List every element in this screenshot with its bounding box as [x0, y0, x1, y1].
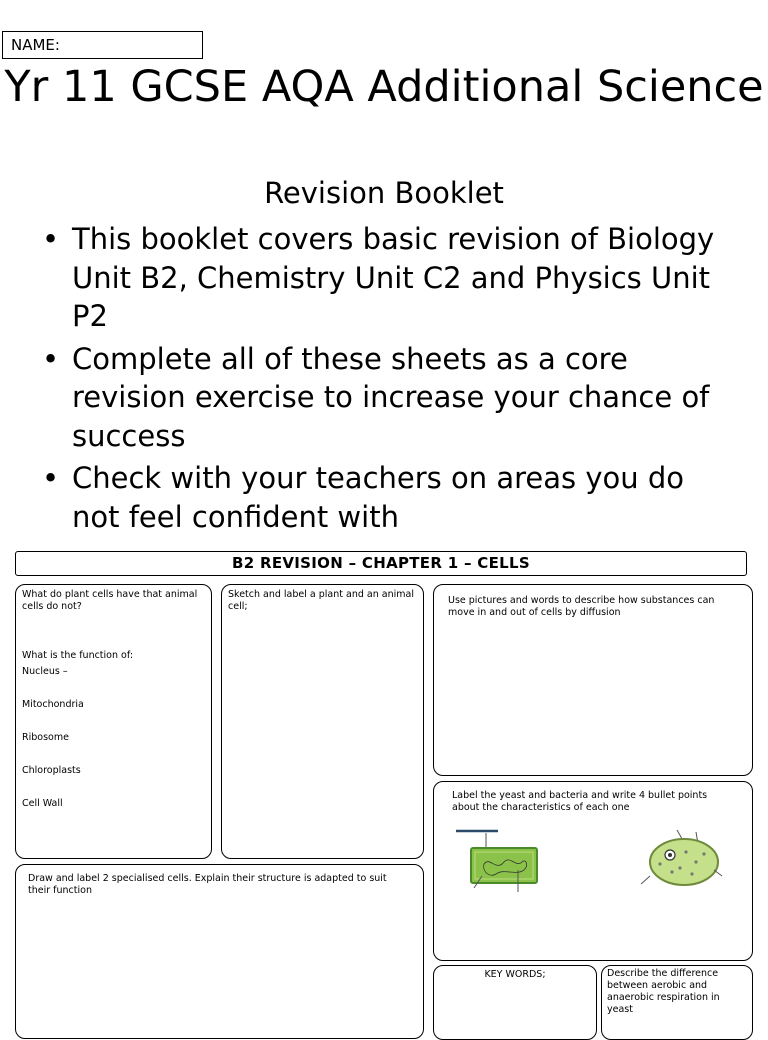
yeast-illustration	[641, 830, 722, 885]
bacteria-illustration	[456, 831, 537, 892]
panel-key-words	[433, 965, 597, 1040]
panel-question: What do plant cells have that animal cells do not?	[22, 589, 198, 612]
panel-question: Draw and label 2 specialised cells. Explain their structure is adapted to suit their function	[28, 873, 387, 896]
bullet-item	[42, 340, 732, 456]
function-item-cell-wall: Cell Wall	[22, 798, 63, 809]
function-item-ribosome: Ribosome	[22, 732, 69, 743]
panel-question: Use pictures and words to describe how substances can move in and out of cells by diffusion	[448, 595, 715, 618]
name-field[interactable]	[2, 31, 203, 59]
panel-yeast-bacteria	[433, 781, 753, 961]
name-label: NAME:	[11, 36, 60, 54]
bullet-glyph: •	[42, 461, 60, 495]
yeast-bacteria-diagram	[434, 782, 751, 959]
bullet-item	[42, 459, 732, 536]
function-item-mitochondria: Mitochondria	[22, 699, 84, 710]
sheet-header: B2 REVISION – CHAPTER 1 – CELLS	[15, 551, 747, 576]
bullet-glyph: •	[42, 341, 60, 376]
panel-diffusion	[433, 584, 753, 776]
panel-sketch-cells	[221, 584, 424, 859]
intro-bullet-list	[42, 220, 732, 540]
yeast-cell	[650, 839, 718, 885]
panel-question: Label the yeast and bacteria and write 4 bullet points about the characteristics of each one	[452, 790, 708, 813]
bullet-text: Complete all of these sheets as a core revision exercise to increase your chance of success	[72, 341, 710, 453]
bullet-text: Check with your teachers on areas you do not feel confident with	[72, 461, 684, 534]
panel-aerobic-anaerobic	[601, 965, 753, 1040]
bullet-glyph: •	[42, 222, 60, 256]
panel-heading: KEY WORDS;	[484, 969, 546, 980]
panel-specialised-cells	[15, 864, 424, 1039]
function-item-chloroplasts: Chloroplasts	[22, 765, 81, 776]
panel-question: Describe the difference between aerobic and anaerobic respiration in yeast	[607, 968, 720, 1015]
page-subtitle: Revision Booklet	[264, 176, 504, 210]
panel-plant-vs-animal	[15, 584, 212, 859]
bullet-item	[42, 220, 732, 336]
bullet-text: This booklet covers basic revision of Biology Unit B2, Chemistry Unit C2 and Physics Unit P2	[72, 222, 715, 333]
function-question: What is the function of:	[22, 650, 134, 661]
page-title: Yr 11 GCSE AQA Additional Science	[4, 62, 764, 112]
panel-question: Sketch and label a plant and an animal cell;	[228, 589, 414, 612]
function-item-nucleus: Nucleus –	[22, 666, 68, 677]
